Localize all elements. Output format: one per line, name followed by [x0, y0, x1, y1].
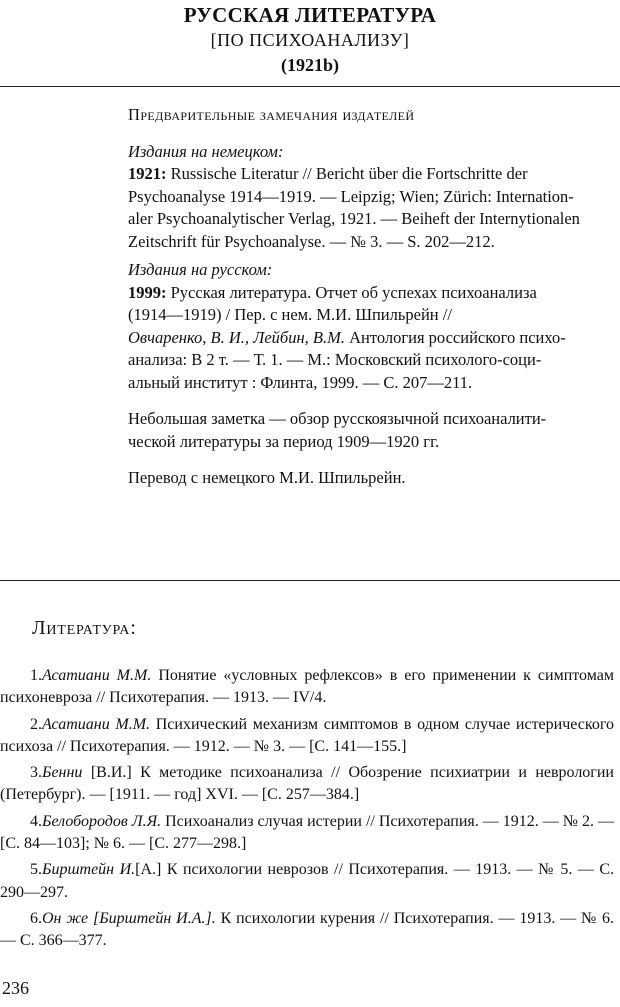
russian-edition-line	[128, 282, 614, 305]
reference-author: Белобородов Л.Я.	[42, 812, 162, 830]
russian-edition-editors: Овчаренко, В. И., Лейбин, В.М.	[128, 327, 345, 347]
literature-heading: Литература:	[32, 617, 137, 639]
german-edition-line: aler Psychoanalytischer Verlag, 1921. — Beiheft der Internytionalen	[128, 209, 580, 228]
reference-text: Понятие «условных рефлексов» в его применении к симптомам психоневроза // Психотерапия. — 1913. — IV/4.	[0, 667, 614, 707]
page-subtitle: [ПО ПСИХОАНАЛИЗУ]	[210, 30, 410, 50]
editor-notes-heading: Предварительные замечания издателей	[128, 105, 415, 124]
russian-editions-label: Издания на русском:	[128, 260, 273, 279]
page-title: РУССКАЯ ЛИТЕРАТУРА	[183, 3, 437, 27]
reference-author: Асатиани М.М.	[42, 667, 152, 684]
reference-text: К психологии курения // Психотерапия. — 1913. — № 6. — С. 366—377.	[0, 909, 615, 950]
reference-number: 4.	[30, 812, 42, 830]
page-year: (1921b)	[281, 55, 339, 75]
editor-note-line: ческой литературы за период 1909—1920 гг.	[128, 431, 440, 451]
german-edition-line: Psychoanalyse 1914—1919. — Leipzig; Wien; Zürich: Internation-	[128, 186, 574, 206]
reference-author: Бенни	[42, 764, 83, 782]
reference-item	[0, 762, 614, 807]
editor-note-line: Небольшая заметка — обзор русскоязычной психоаналити-	[128, 409, 547, 428]
russian-edition-text: Русская литература. Отчет об успехах психоанализа	[166, 282, 537, 302]
reference-list	[0, 665, 614, 957]
reference-item	[0, 665, 614, 710]
reference-text: [В.И.] К методике психоанализа // Обозрение психиатрии и неврологии (Петербург). — [1911. — год] XVI. — [С. 257—384.]	[0, 764, 614, 804]
title-block	[0, 2, 620, 78]
german-edition-year: 1921:	[128, 164, 167, 183]
russian-edition-line: анализа: В 2 т. — Т. 1. — М.: Московский психолого-соци-	[128, 350, 542, 369]
russian-edition-year: 1999:	[128, 282, 167, 302]
reference-item	[0, 714, 614, 759]
german-edition-line	[128, 163, 614, 186]
editor-notes	[128, 104, 614, 490]
reference-item	[0, 908, 614, 953]
german-edition-text: Russische Literatur // Bericht über die Fortschritte der	[166, 164, 528, 183]
reference-author: Асатиани М.М.	[42, 715, 151, 733]
reference-item	[0, 859, 614, 904]
middle-divider	[0, 580, 620, 581]
reference-number: 5.	[30, 861, 42, 879]
translator-note: Перевод с немецкого М.И. Шпильрейн.	[128, 468, 406, 487]
german-editions-label: Издания на немецком:	[128, 141, 284, 161]
top-divider	[0, 86, 620, 87]
reference-number: 6.	[30, 909, 42, 927]
russian-edition-line: (1914—1919) / Пер. с нем. М.И. Шпильрейн //	[128, 305, 452, 324]
reference-author: Бирштейн И.	[42, 861, 136, 879]
reference-text: Психоанализ случая истерии // Психотерапия. — 1912. — № 2. — [С. 84—103]; № 6. — [С. 277—298.]	[0, 812, 615, 853]
reference-number: 2.	[30, 715, 42, 733]
reference-number: 1.	[30, 667, 42, 684]
russian-edition-line	[128, 327, 614, 350]
reference-item	[0, 811, 614, 856]
russian-edition-text: Антология российского психо-	[344, 327, 566, 347]
russian-edition-line: альный институт : Флинта, 1999. — С. 207—211.	[128, 372, 473, 392]
page-number: 236	[2, 978, 29, 998]
reference-author: Он же [Бирштейн И.А.].	[42, 909, 216, 927]
reference-text: Психический механизм симптомов в одном случае истерического психоза // Психотерапия. — 1912. — № 3. — [С. 141—155.]	[0, 715, 614, 755]
german-edition-line: Zeitschrift für Psychoanalyse. — № 3. — S. 202—212.	[128, 231, 495, 251]
reference-number: 3.	[30, 764, 42, 782]
reference-text: [А.] К психологии неврозов // Психотерапия. — 1913. — № 5. — С. 290—297.	[0, 861, 614, 901]
